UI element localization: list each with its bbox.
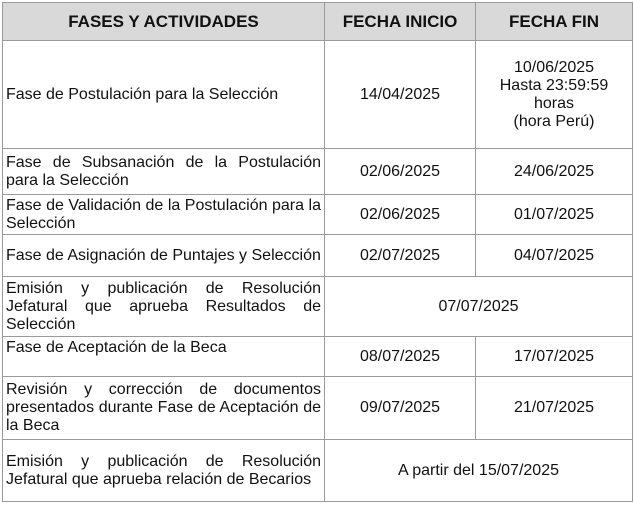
phase-cell: Emisión y publicación de Resolución Jefatural que aprueba Resultados de Selección	[3, 277, 325, 337]
phase-cell: Fase de Aceptación de la Beca	[3, 337, 325, 377]
table-row	[3, 195, 633, 235]
phase-cell: Revisión y corrección de documentos presentados durante Fase de Aceptación de la Beca	[3, 377, 325, 440]
end-date-cell: 04/07/2025	[476, 235, 633, 277]
start-date-cell: 08/07/2025	[325, 337, 476, 377]
header-row	[3, 3, 633, 41]
end-date-line: horas	[533, 94, 575, 112]
start-date-cell: 09/07/2025	[325, 377, 476, 440]
header-phases: FASES Y ACTIVIDADES	[3, 3, 325, 41]
phase-cell: Fase de Postulación para la Selección	[3, 41, 325, 149]
phase-cell: Fase de Validación de la Postulación para la Selección	[3, 195, 325, 235]
merged-date-cell: 07/07/2025	[325, 277, 633, 337]
phase-cell: Fase de Asignación de Puntajes y Selección	[3, 235, 325, 277]
header-start-date: FECHA INICIO	[325, 3, 476, 41]
table-row	[3, 277, 633, 337]
table-row	[3, 377, 633, 440]
start-date-cell: 02/06/2025	[325, 149, 476, 195]
start-date-cell: 02/06/2025	[325, 195, 476, 235]
table-row	[3, 41, 633, 149]
start-date-cell: 02/07/2025	[325, 235, 476, 277]
end-date-cell: 01/07/2025	[476, 195, 633, 235]
end-date-cell: 24/06/2025	[476, 149, 633, 195]
merged-date-cell: A partir del 15/07/2025	[325, 440, 633, 502]
phase-cell: Fase de Subsanación de la Postulación para la Selección	[3, 149, 325, 195]
phase-cell: Emisión y publicación de Resolución Jefatural que aprueba relación de Becarios	[3, 440, 325, 502]
table-row	[3, 440, 633, 502]
header-end-date: FECHA FIN	[476, 3, 633, 41]
table-row	[3, 337, 633, 377]
end-date-cell: 21/07/2025	[476, 377, 633, 440]
start-date-cell: 14/04/2025	[325, 41, 476, 149]
end-date-cell	[476, 41, 633, 149]
end-date-line: Hasta 23:59:59	[499, 76, 609, 94]
table-row	[3, 235, 633, 277]
table-row	[3, 149, 633, 195]
end-date-line: (hora Perú)	[513, 112, 595, 130]
end-date-cell: 17/07/2025	[476, 337, 633, 377]
schedule-table	[2, 2, 633, 502]
end-date-line: 10/06/2025	[513, 58, 595, 76]
